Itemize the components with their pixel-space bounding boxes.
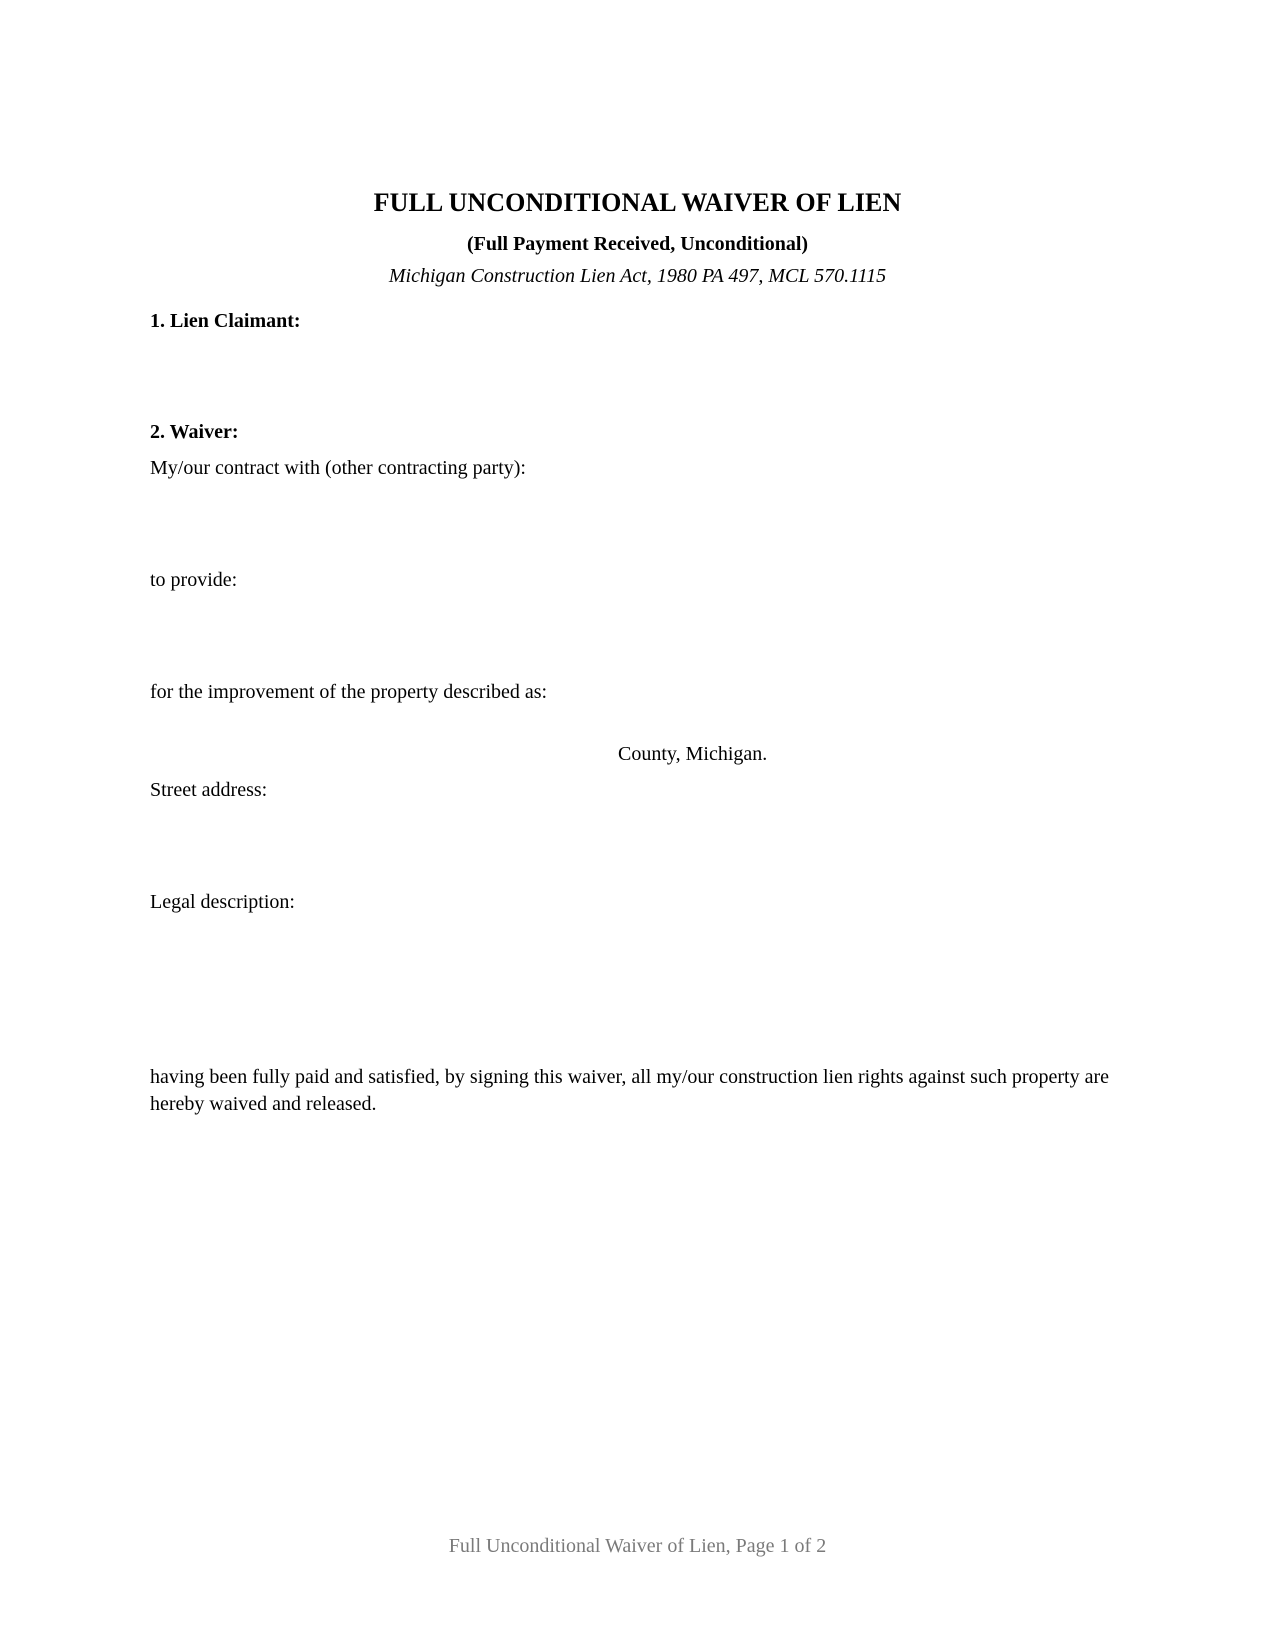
legal-description-label: Legal description:: [150, 891, 295, 913]
lien-claimant-heading: 1. Lien Claimant:: [150, 310, 301, 332]
waiver-heading: 2. Waiver:: [150, 421, 239, 443]
document-subtitle: (Full Payment Received, Unconditional): [466, 233, 809, 255]
to-provide-label: to provide:: [150, 569, 238, 591]
page-footer: Full Unconditional Waiver of Lien, Page 1 of 2: [448, 1535, 827, 1557]
statute-reference: Michigan Construction Lien Act, 1980 PA 497, MCL 570.1115: [388, 265, 887, 287]
document-title: FULL UNCONDITIONAL WAIVER OF LIEN: [373, 188, 902, 217]
contract-with-label: My/our contract with (other contracting party):: [150, 457, 526, 479]
county-label: County, Michigan.: [618, 743, 768, 765]
release-statement: having been fully paid and satisfied, by signing this waiver, all my/our construction lien rights against such property are hereby waived and released.: [150, 1066, 1109, 1115]
street-address-label: Street address:: [150, 779, 268, 801]
property-description-label: for the improvement of the property described as:: [150, 681, 548, 703]
